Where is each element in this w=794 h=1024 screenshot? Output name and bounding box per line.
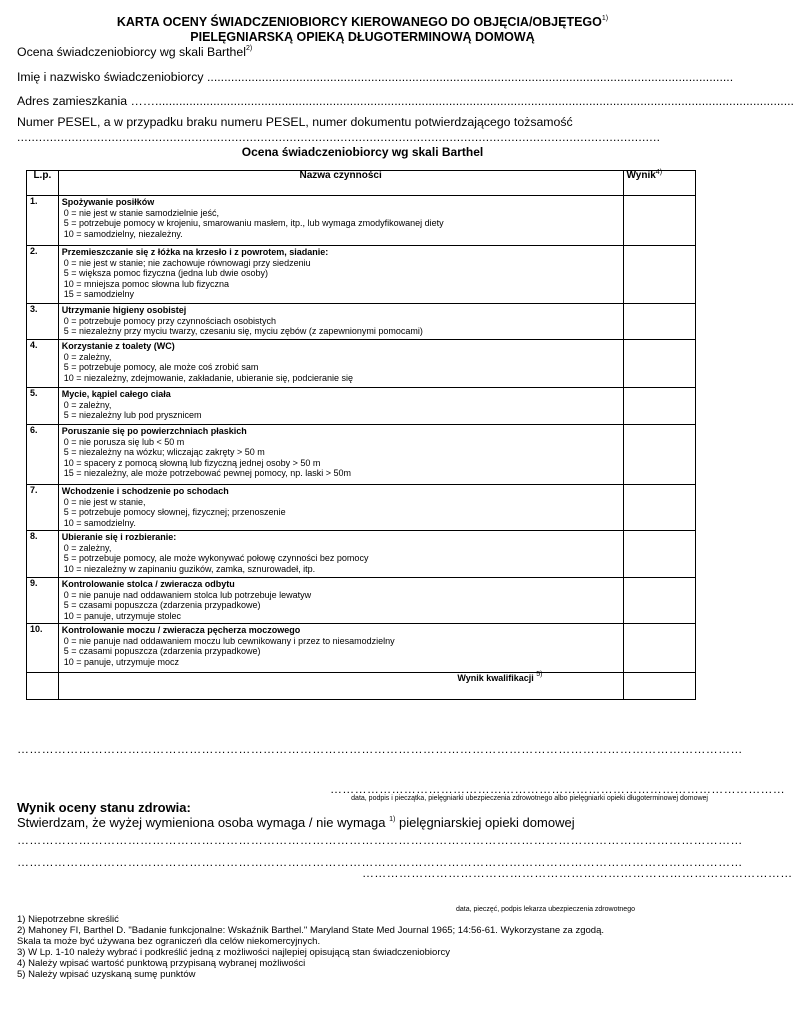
option[interactable]: 10 = niezależny, zdejmowanie, zakładanie, ubieranie się, podcieranie się (63, 372, 353, 383)
option[interactable]: 0 = nie jest w stanie; nie zachowuje równowagi przy siedzeniu (63, 257, 311, 268)
table-row (27, 624, 696, 673)
activity-cell[interactable] (58, 304, 623, 340)
activity-title: Kontrolowanie stolca / zwieracza odbytu (61, 579, 235, 589)
signature1-line[interactable]: ………………………………………………………………………………………………… (330, 782, 786, 796)
document-subtitle: PIELĘGNIARSKĄ OPIEKĄ DŁUGOTERMINOWĄ DOMOWĄ (190, 30, 535, 44)
score-cell[interactable] (623, 246, 695, 304)
address-field[interactable]: Adres zamieszkania ……........................................................................................................................................................................................... (17, 94, 794, 108)
option[interactable]: 5 = potrzebuje pomocy w krojeniu, smarowaniu masłem, itp., lub wymaga zmodyfikowanej diety (63, 218, 444, 229)
option[interactable]: 10 = samodzielny. (63, 517, 136, 528)
option[interactable]: 10 = mniejsza pomoc słowna lub fizyczna (63, 278, 230, 289)
pesel-label: Numer PESEL, a w przypadku braku numeru PESEL, numer dokumentu potwierdzającego tożsamość (17, 115, 573, 129)
option[interactable]: 10 = samodzielny, niezależny. (63, 228, 183, 239)
option[interactable]: 0 = zależny, (63, 399, 112, 410)
activity-title: Poruszanie się po powierzchniach płaskich (61, 426, 247, 436)
table-row (27, 485, 696, 531)
result-label: Wynik kwalifikacji $^{5)}$ (58, 673, 623, 700)
activity-title: Kontrolowanie moczu / zwieracza pęcherza moczowego (61, 625, 301, 635)
score-cell[interactable] (623, 340, 695, 388)
row-lp: 7. (27, 485, 59, 531)
result-lp-empty (27, 673, 59, 700)
option[interactable]: 5 = niezależny na wózku; wliczając zakręty > 50 m (63, 447, 265, 458)
option[interactable]: 5 = potrzebuje pomocy, ale może coś zrobić sam (63, 362, 259, 373)
option[interactable]: 0 = zależny, (63, 542, 112, 553)
score-cell[interactable] (623, 531, 695, 578)
score-cell[interactable] (623, 304, 695, 340)
footnote: 1) Niepotrzebne skreślić (17, 914, 119, 925)
option[interactable]: 5 = czasami popuszcza (zdarzenia przypadkowe) (63, 600, 261, 611)
table-header-row (27, 171, 696, 196)
row-lp: 5. (27, 388, 59, 425)
option[interactable]: 0 = nie porusza się lub < 50 m (63, 436, 185, 447)
barthel-label: Ocena świadczeniobiorcy wg skali Barthel$^{2)}$ (17, 45, 253, 59)
table-row (27, 196, 696, 246)
table-row (27, 425, 696, 485)
row-lp: 2. (27, 246, 59, 304)
col-name-header: Nazwa czynności (58, 171, 623, 196)
activity-cell[interactable] (58, 196, 623, 246)
health-line-1[interactable]: …………………………………………………………………………………………………………………………………………………………… (17, 833, 743, 847)
col-score-header: Wynik$^{4)}$ (623, 171, 695, 196)
footnotes (17, 914, 604, 980)
notes-line[interactable]: …………………………………………………………………………………………………………………………………………………………… (17, 742, 743, 756)
result-score-cell[interactable] (623, 673, 695, 700)
option[interactable]: 10 = panuje, utrzymuje mocz (63, 656, 180, 667)
pesel-field[interactable]: ................................................................................................................................................................................. (17, 130, 661, 144)
score-cell[interactable] (623, 388, 695, 425)
footnote: 2) Mahoney FI, Barthel D. "Badanie funkcjonalne: Wskaźnik Barthel." Maryland State Med Journal 1965; 14:56-61. Wykorzystane za zgodą. (17, 925, 604, 936)
col-lp-header: L.p. (27, 171, 59, 196)
signature2-line[interactable]: …………………………………………………………………………………………… (362, 866, 793, 880)
score-cell[interactable] (623, 485, 695, 531)
activity-cell[interactable] (58, 624, 623, 673)
footnote: 4) Należy wpisać wartość punktową przypisaną wybranej możliwości (17, 958, 306, 969)
footnote: 5) Należy wpisać uzyskaną sumę punktów (17, 969, 196, 980)
footnote: 3) W Lp. 1-10 należy wybrać i podkreślić jedną z możliwości najlepiej opisującą stan świadczeniobiorcy (17, 947, 450, 958)
option[interactable]: 10 = spacery z pomocą słowną lub fizyczną jednej osoby > 50 m (63, 457, 321, 468)
option[interactable]: 0 = potrzebuje pomocy przy czynnościach osobistych (63, 315, 277, 326)
option[interactable]: 5 = potrzebuje pomocy, ale może wykonywać połowę czynności bez pomocy (63, 553, 369, 564)
activity-cell[interactable] (58, 531, 623, 578)
option[interactable]: 5 = niezależny lub pod prysznicem (63, 410, 202, 421)
barthel-table (26, 170, 696, 700)
table-caption: Ocena świadczeniobiorcy wg skali Barthel (241, 145, 484, 159)
table-row (27, 578, 696, 624)
option[interactable]: 0 = nie jest w stanie samodzielnie jeść, (63, 207, 220, 218)
row-lp: 3. (27, 304, 59, 340)
option[interactable]: 0 = nie jest w stanie, (63, 496, 146, 507)
health-statement: Stwierdzam, że wyżej wymieniona osoba wymaga / nie wymaga $^{1)}$ pielęgniarskiej opieki domowej (17, 815, 575, 830)
option[interactable]: 15 = niezależny, ale może potrzebować pewnej pomocy, np. laski > 50m (63, 468, 352, 479)
activity-cell[interactable] (58, 246, 623, 304)
signature1-caption: data, podpis i pieczątka, pielęgniarki ubezpieczenia zdrowotnego albo pielęgniarki opieki długoterminowej domowej (351, 795, 708, 802)
document-title: KARTA OCENY ŚWIADCZENIOBIORCY KIEROWANEGO DO OBJĘCIA/OBJĘTEGO$^{1)}$ (116, 15, 609, 29)
option[interactable]: 0 = nie panuje nad oddawaniem moczu lub cewnikowany i przez to niesamodzielny (63, 635, 395, 646)
table-row (27, 246, 696, 304)
footnote: Skala ta może być używana bez ograniczeń dla celów niekomercyjnych. (17, 936, 321, 947)
table-row (27, 388, 696, 425)
activity-cell[interactable] (58, 340, 623, 388)
option[interactable]: 5 = większa pomoc fizyczna (jedna lub dwie osoby) (63, 268, 269, 279)
score-cell[interactable] (623, 196, 695, 246)
activity-cell[interactable] (58, 485, 623, 531)
row-lp: 9. (27, 578, 59, 624)
option[interactable]: 15 = samodzielny (63, 289, 134, 300)
health-line-2[interactable]: …………………………………………………………………………………………………………………………………………………………… (17, 855, 743, 869)
signature2-caption: data, pieczęć, podpis lekarza ubezpieczenia zdrowotnego (455, 906, 635, 913)
score-cell[interactable] (623, 578, 695, 624)
activity-title: Ubieranie się i rozbieranie: (61, 532, 177, 542)
table-row (27, 304, 696, 340)
activity-title: Przemieszczanie się z łóżka na krzesło i z powrotem, siadanie: (61, 247, 329, 257)
activity-title: Korzystanie z toalety (WC) (61, 341, 175, 351)
activity-title: Wchodzenie i schodzenie po schodach (61, 486, 229, 496)
row-lp: 10. (27, 624, 59, 673)
option[interactable]: 10 = niezależny w zapinaniu guzików, zamka, sznurowadeł, itp. (63, 563, 316, 574)
table-row (27, 340, 696, 388)
activity-cell[interactable] (58, 388, 623, 425)
option[interactable]: 5 = potrzebuje pomocy słownej, fizycznej; przenoszenie (63, 507, 286, 518)
option[interactable]: 5 = czasami popuszcza (zdarzenia przypadkowe) (63, 646, 261, 657)
activity-cell[interactable] (58, 425, 623, 485)
row-lp: 1. (27, 196, 59, 246)
activity-title: Utrzymanie higieny osobistej (61, 305, 187, 315)
activity-cell[interactable] (58, 578, 623, 624)
score-cell[interactable] (623, 425, 695, 485)
row-lp: 8. (27, 531, 59, 578)
row-lp: 6. (27, 425, 59, 485)
health-heading: Wynik oceny stanu zdrowia: (17, 800, 191, 815)
option[interactable]: 10 = panuje, utrzymuje stolec (63, 610, 182, 621)
score-cell[interactable] (623, 624, 695, 673)
option[interactable]: 0 = zależny, (63, 351, 112, 362)
table-row (27, 531, 696, 578)
option[interactable]: 0 = nie panuje nad oddawaniem stolca lub potrzebuje lewatyw (63, 589, 312, 600)
name-field[interactable]: Imię i nazwisko świadczeniobiorcy .......................................................................................................................................................... (17, 70, 734, 84)
activity-title: Spożywanie posiłków (61, 197, 155, 207)
row-lp: 4. (27, 340, 59, 388)
option[interactable]: 5 = niezależny przy myciu twarzy, czesaniu się, myciu zębów (z zapewnionymi pomocami) (63, 326, 423, 337)
result-row (27, 673, 696, 700)
activity-title: Mycie, kąpiel całego ciała (61, 389, 171, 399)
